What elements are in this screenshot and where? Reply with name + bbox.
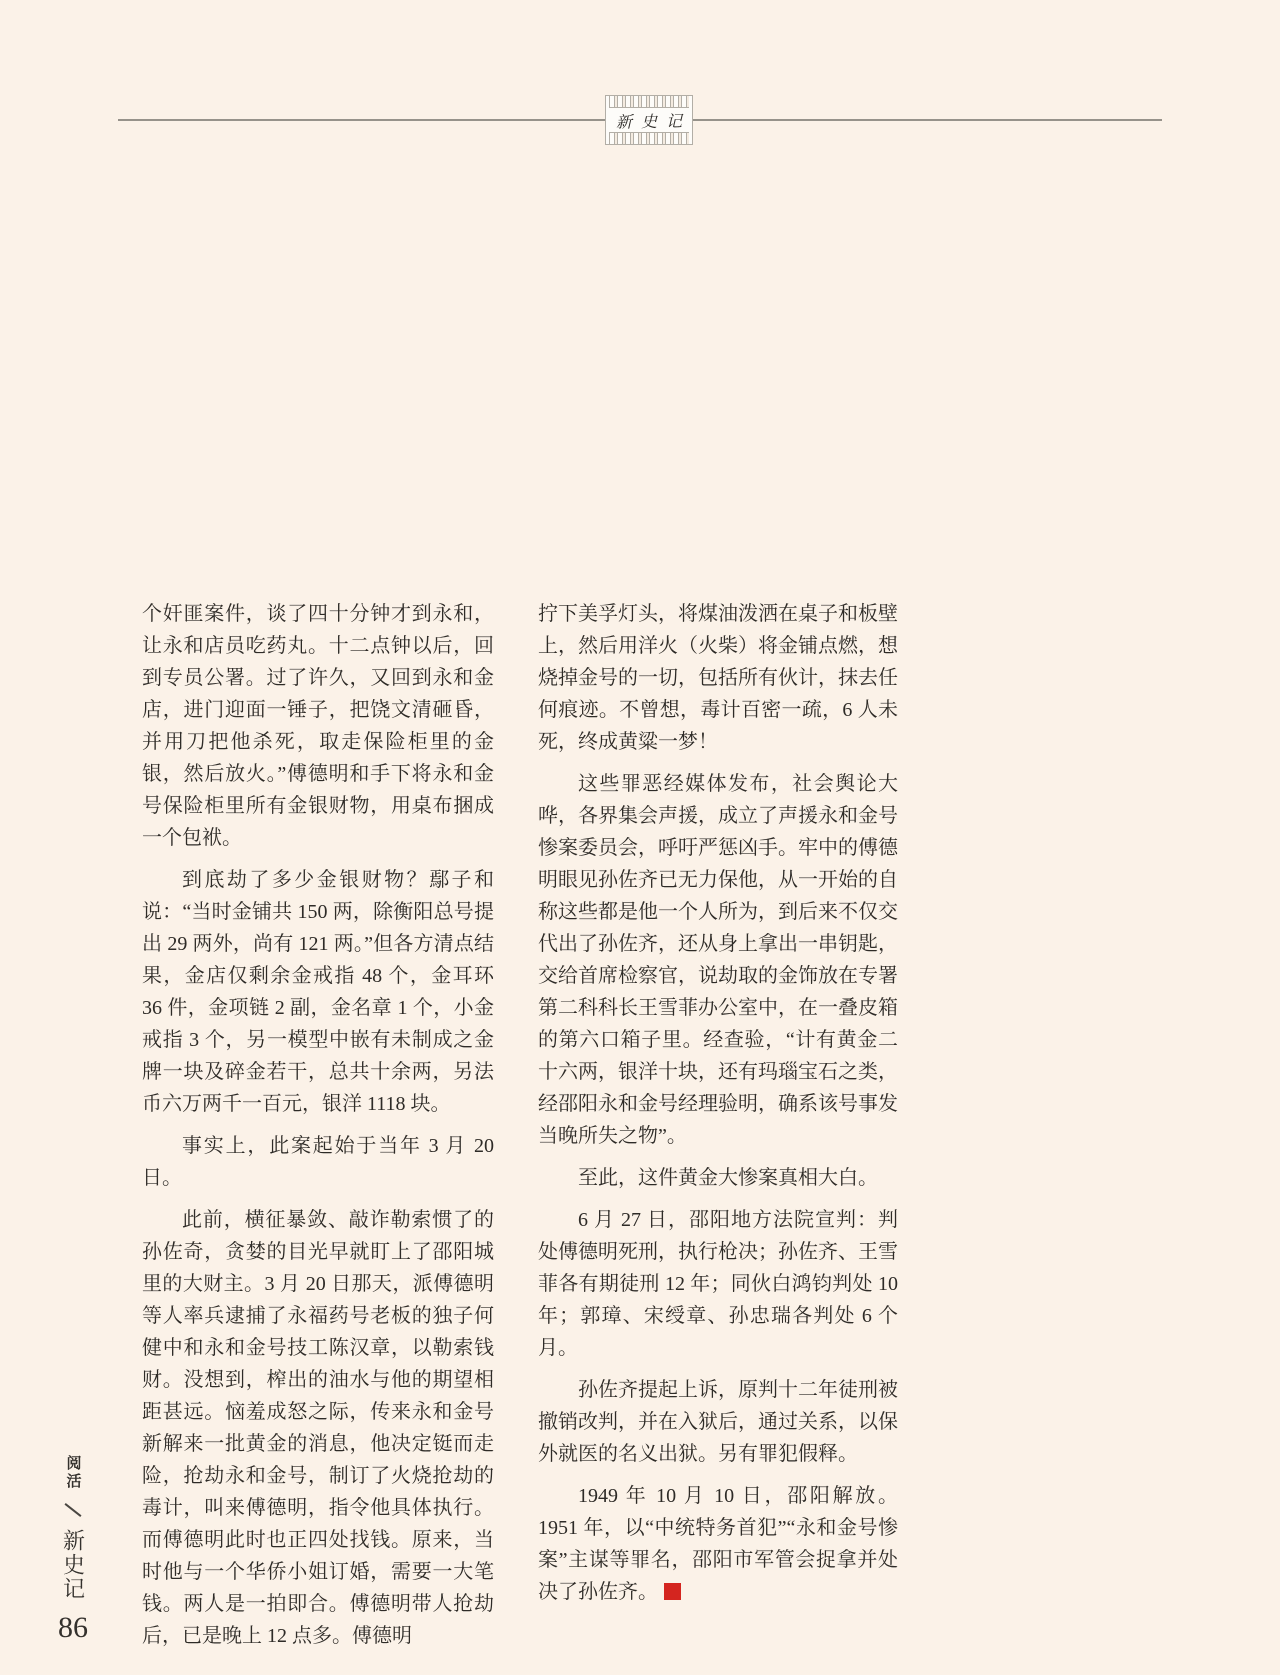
bamboo-scroll-icon xyxy=(609,132,689,144)
sidebar-section-label: 阅活 xyxy=(64,1455,82,1491)
paragraph-text: 1949 年 10 月 10 日，邵阳解放。1951 年，以“中统特务首犯”“永和金号惨案”主谋等罪名，邵阳市军管会捉拿并处决了孙佐齐。 xyxy=(538,1485,898,1603)
paragraph xyxy=(538,1480,898,1608)
paragraph: 至此，这件黄金大惨案真相大白。 xyxy=(578,1167,878,1189)
paragraph: 孙佐齐提起上诉，原判十二年徒刑被撤销改判，并在入狱后，通过关系，以保外就医的名义出狱。另有罪犯假释。 xyxy=(538,1379,898,1465)
paragraph: 拧下美孚灯头，将煤油泼洒在桌子和板壁上，然后用洋火（火柴）将金铺点燃，想烧掉金号的一切，包括所有伙计，抹去任何痕迹。不曾想，毒计百密一疏，6 人未死，终成黄粱一梦！ xyxy=(538,603,898,753)
emblem-title: 新史记 xyxy=(615,112,692,132)
header-emblem xyxy=(605,95,693,145)
paragraph: 到底劫了多少金银财物？鄢子和说：“当时金铺共 150 两，除衡阳总号提出 29 两外，尚有 121 两。”但各方清点结果，金店仅剩余金戒指 48 个，金耳环 36 件，金项链 2 副，金名章 1 个，小金戒指 3 个，另一模型中嵌有未制成之金牌一块及碎金若干，总共十余两，另法币六万两千一百元，银洋 1118 块。 xyxy=(142,869,494,1115)
paragraph: 此前，横征暴敛、敲诈勒索惯了的孙佐奇，贪婪的目光早就盯上了邵阳城里的大财主。3 月 20 日那天，派傅德明等人率兵逮捕了永福药号老板的独子何健中和永和金号技工陈汉章，以勒索钱财。没想到，榨出的油水与他的期望相距甚远。恼羞成怒之际，传来永和金号新解来一批黄金的消息，他决定铤而走险，抢劫永和金号，制订了火烧抢劫的毒计，叫来傅德明，指令他具体执行。而傅德明此时也正四处找钱。原来，当时他与一个华侨小姐订婚，需要一大笔钱。两人是一拍即合。傅德明带人抢劫后，已是晚上 12 点多。傅德明 xyxy=(142,1209,494,1647)
paragraph: 个奸匪案件，谈了四十分钟才到永和，让永和店员吃药丸。十二点钟以后，回到专员公署。过了许久，又回到永和金店，进门迎面一锤子，把饶文清砸昏，并用刀把他杀死，取走保险柜里的金银，然后放火。”傅德明和手下将永和金号保险柜里所有金银财物，用桌布捆成一个包袱。 xyxy=(142,603,494,849)
paragraph: 事实上，此案起始于当年 3 月 20 日。 xyxy=(142,1135,494,1189)
page-number: 86 xyxy=(58,1611,88,1644)
sidebar-slash-divider xyxy=(65,1503,82,1517)
bamboo-scroll-icon xyxy=(609,96,689,108)
sidebar xyxy=(52,1455,94,1645)
sidebar-magazine-label: 新史记 xyxy=(60,1529,86,1601)
paragraph: 这些罪恶经媒体发布，社会舆论大哗，各界集会声援，成立了声援永和金号惨案委员会，呼吁严惩凶手。牢中的傅德明眼见孙佐齐已无力保他，从一开始的自称这些都是他一个人所为，到后来不仅交代出了孙佐齐，还从身上拿出一串钥匙，交给首席检察官，说劫取的金饰放在专署第二科科长王雪菲办公室中，在一叠皮箱的第六口箱子里。经查验，“计有黄金二十六两，银洋十块，还有玛瑙宝石之类，经邵阳永和金号经理验明，确系该号事发当晚所失之物”。 xyxy=(538,773,898,1147)
article-column-left xyxy=(142,598,494,1662)
article-end-mark xyxy=(664,1583,681,1600)
article-column-right xyxy=(538,598,898,1618)
paragraph: 6 月 27 日，邵阳地方法院宣判：判处傅德明死刑，执行枪决；孙佐齐、王雪菲各有期徒刑 12 年；同伙白鸿钧判处 10 年；郭璋、宋绶章、孙忠瑞各判处 6 个月。 xyxy=(538,1209,898,1359)
